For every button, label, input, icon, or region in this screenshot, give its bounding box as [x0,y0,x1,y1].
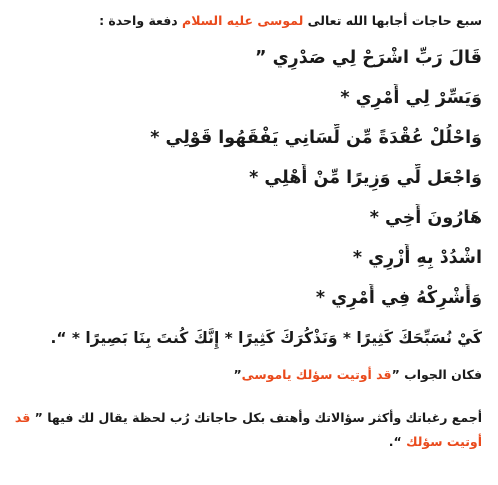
intro-line [10,10,482,32]
verse-line: قَالَ رَبِّ اشْرَحْ لِي صَدْرِي ” [255,48,482,68]
answer-line [10,364,482,386]
answer-text: فكان الجواب ” [391,367,482,382]
intro-text-end: دفعة واحدة : [99,13,183,28]
verse-line: وَيَسِّرْ لِي أَمْرِي * [340,88,482,108]
closing-highlight-end: أوتيت سؤلك [406,434,482,449]
closing-text: أجمع رغباتك وأكثر سؤالاتك وأهتف بكل حاجاتك رُب لحظة يقال لك فيها ” [30,410,482,425]
verse-line: وَأَشْرِكْهُ فِي أَمْرِي * [315,288,482,308]
verse-line: وَاجْعَل لِّي وَزِيرًا مِّنْ أَهْلِي * [249,168,482,188]
closing-paragraph [10,406,482,454]
closing-highlight-start: قد [14,410,31,425]
verse-line: كَيْ نُسَبِّحَكَ كَثِيرًا * وَنَذْكُرَكَ كَثِيرًا * إِنَّكَ كُنتَ بِنَا بَصِيرًا * “. [50,329,482,347]
verse-line: اشْدُدْ بِهِ أَزْرِي * [352,248,482,268]
intro-highlight: لموسى عليه السلام [182,13,304,28]
answer-text-end: ” [233,367,242,382]
intro-text: سبع حاجات أجابها الله تعالى [303,13,482,28]
closing-line-1 [10,406,482,430]
verse-line: هَارُونَ أَخِي * [369,208,482,228]
verse-line: وَاحْلُلْ عُقْدَةً مِّن لِّسَانِي يَفْقَهُوا قَوْلِي * [150,128,482,148]
closing-line-2 [10,430,482,454]
answer-highlight: قد أوتيت سؤلك ياموسى [241,367,392,382]
closing-text-end: “. [388,434,407,449]
